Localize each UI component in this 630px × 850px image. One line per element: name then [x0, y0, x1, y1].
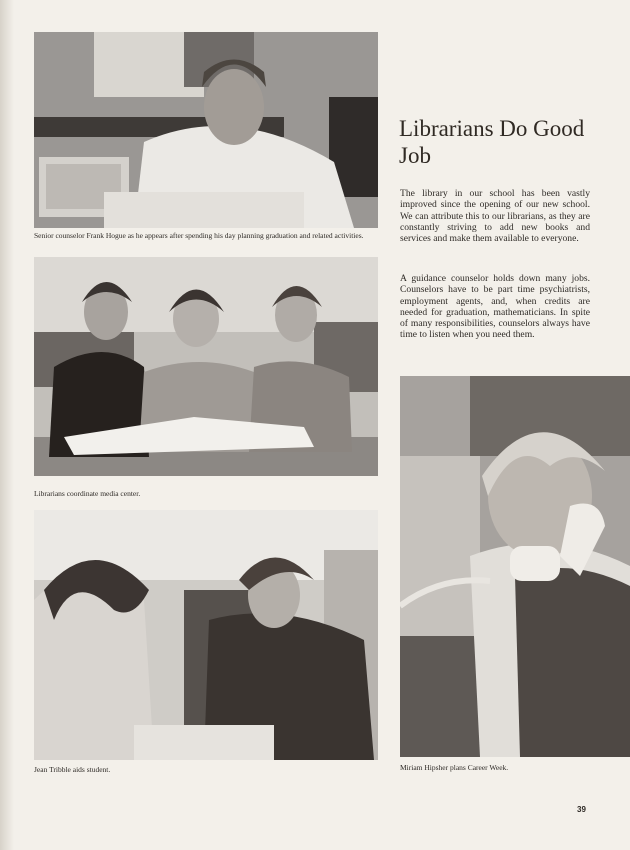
- photo-tribble: [34, 510, 378, 760]
- page-headline: Librarians Do Good Job: [399, 116, 585, 168]
- paragraph-counselor: A guidance counselor holds down many jobs. Counselors have to be part time psychiatrists, employment agents, and, when credits are needed for graduation, mathematicians. In spite of many responsibilities, counselors always have time to listen when you need them.: [400, 273, 590, 341]
- photo-counselor: [34, 32, 378, 228]
- page-binding-shadow: [0, 0, 14, 850]
- paragraph-library: The library in our school has been vastly improved since the opening of our new school. We can attribute this to our librarians, as they are constantly striving to add new books and services and make them available to everyone.: [400, 188, 590, 245]
- caption-tribble: Jean Tribble aids student.: [34, 765, 111, 774]
- caption-librarians: Librarians coordinate media center.: [34, 489, 141, 498]
- caption-hipsher: Miriam Hipsher plans Career Week.: [400, 763, 509, 772]
- photo-hipsher: [400, 376, 630, 757]
- photo-librarians: [34, 257, 378, 476]
- caption-counselor: Senior counselor Frank Hogue as he appears after spending his day planning graduation and related activities.: [34, 231, 364, 240]
- page-number: 39: [577, 805, 586, 814]
